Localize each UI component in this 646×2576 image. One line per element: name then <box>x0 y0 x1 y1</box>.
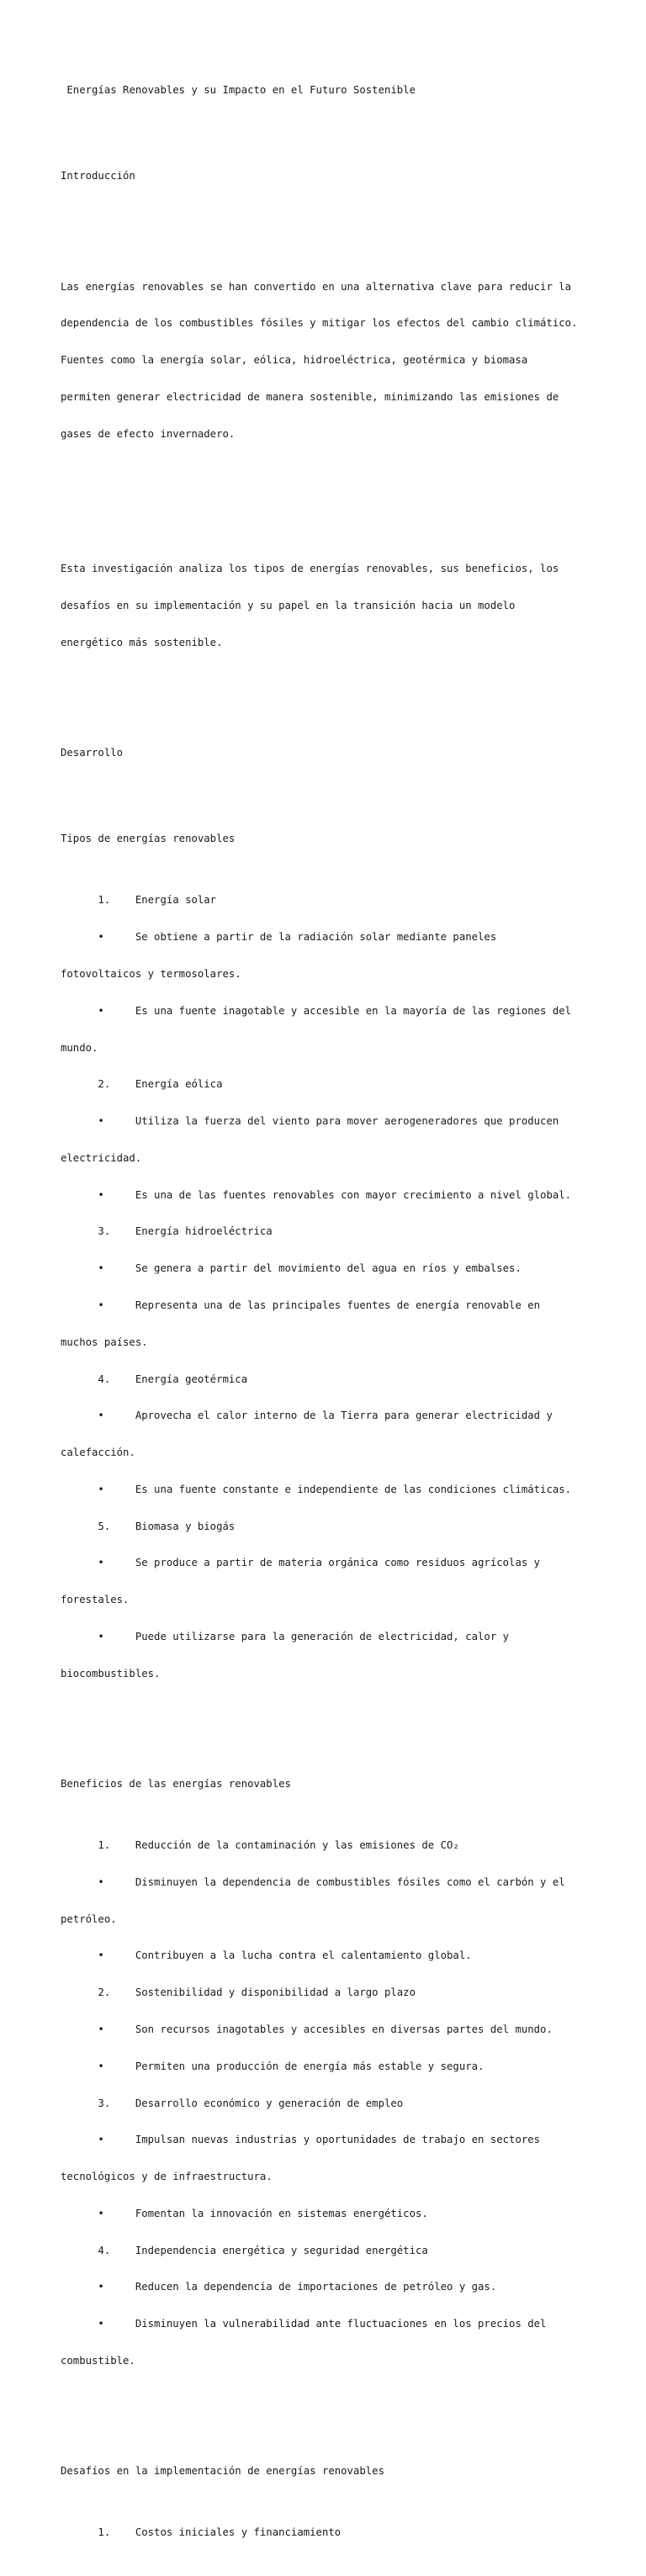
list-item: • Se genera a partir del movimiento del agua en ríos y embalses. <box>61 1262 522 1275</box>
text-line: Esta investigación analiza los tipos de energías renovables, sus beneficios, los <box>61 563 559 575</box>
list-item: • Es una fuente inagotable y accesible en la mayoría de las regiones del <box>61 1004 572 1017</box>
list-item: 2. Sostenibilidad y disponibilidad a largo plazo <box>61 1986 416 1999</box>
text-line: energético más sostenible. <box>61 636 223 648</box>
list-item: 3. Energía hidroeléctrica <box>61 1225 273 1238</box>
list-item: • Disminuyen la vulnerabilidad ante fluctuaciones en los precios del <box>61 2318 547 2330</box>
spacer <box>61 698 599 711</box>
spacer <box>61 121 599 134</box>
list-item: 1. Energía solar <box>61 894 217 907</box>
subheading-types: Tipos de energías renovables <box>61 833 236 845</box>
subheading-challenges: Desafíos en la implementación de energías renovables <box>61 2465 384 2478</box>
list-item: 4. Energía geotérmica <box>61 1373 248 1385</box>
list-item: 4. Independencia energética y seguridad energética <box>61 2244 428 2256</box>
list-item: fotovoltaicos y termosolares. <box>61 967 241 980</box>
document-title: Energías Renovables y su Impacto en el Futuro Sostenible <box>61 84 416 97</box>
list-item: • Son recursos inagotables y accesibles en diversas partes del mundo. <box>61 2023 553 2035</box>
list-item: • Es una fuente constante e independiente de las condiciones climáticas. <box>61 1483 572 1495</box>
spacer <box>61 489 599 502</box>
list-item: biocombustibles. <box>61 1667 161 1679</box>
list-item: • Se obtiene a partir de la radiación solar mediante paneles <box>61 931 497 944</box>
list-item: • Fomentan la innovación en sistemas energéticos. <box>61 2207 428 2219</box>
spacer <box>61 2416 599 2429</box>
list-item: mundo. <box>61 1041 98 1054</box>
list-item: • Representa una de las principales fuentes de energía renovable en <box>61 1299 541 1311</box>
list-item: • Permiten una producción de energía más estable y segura. <box>61 2060 484 2072</box>
text-line: permiten generar electricidad de manera sostenible, minimizando las emisiones de <box>61 391 559 404</box>
text-line: gases de efecto invernadero. <box>61 427 236 440</box>
list-item: • Reducen la dependencia de importaciones de petróleo y gas. <box>61 2281 497 2293</box>
intro-paragraph-1 <box>61 257 599 465</box>
section-heading-introduction: Introducción <box>61 170 135 182</box>
list-item: petróleo. <box>61 1912 117 1925</box>
list-item: • Disminuyen la dependencia de combustibles fósiles como el carbón y el <box>61 1875 565 1888</box>
list-item: • Utiliza la fuerza del viento para mover aerogeneradores que producen <box>61 1115 559 1128</box>
list-item: • Contribuyen a la lucha contra el calentamiento global. <box>61 1949 472 1962</box>
spacer <box>61 784 599 796</box>
list-item: • Es una de las fuentes renovables con mayor crecimiento a nivel global. <box>61 1188 572 1201</box>
list-item: muchos países. <box>61 1336 148 1348</box>
list-item: • Impulsan nuevas industrias y oportunidades de trabajo en sectores <box>61 2134 541 2146</box>
list-item: • Aprovecha el calor interno de la Tierra para generar electricidad y <box>61 1410 553 1422</box>
types-list <box>61 870 599 1704</box>
list-item: electricidad. <box>61 1151 142 1164</box>
intro-paragraph-2 <box>61 538 599 674</box>
spacer <box>61 207 599 220</box>
list-item: forestales. <box>61 1594 130 1606</box>
list-item: • Puede utilizarse para la generación de electricidad, calor y <box>61 1631 510 1642</box>
text-line: Las energías renovables se han convertido en una alternativa clave para reducir la <box>61 280 572 293</box>
section-heading-desarrollo: Desarrollo <box>61 747 124 759</box>
list-item: 3. Desarrollo económico y generación de empleo <box>61 2097 404 2109</box>
subheading-benefits: Beneficios de las energías renovables <box>61 1778 291 1791</box>
list-item: 1. Reducción de la contaminación y las emisiones de CO₂ <box>61 1839 459 1852</box>
text-line: Fuentes como la energía solar, eólica, hidroeléctrica, geotérmica y biomasa <box>61 354 528 367</box>
list-item: calefacción. <box>61 1447 135 1459</box>
benefits-list <box>61 1815 599 2392</box>
text-line: desafíos en su implementación y su papel en la transición hacia un modelo <box>61 600 516 612</box>
list-item: combustible. <box>61 2355 135 2367</box>
list-item: 1. Costos iniciales y financiamiento <box>61 2526 342 2539</box>
document-body <box>61 60 599 2576</box>
spacer <box>61 1729 599 1742</box>
challenges-list <box>61 2502 599 2563</box>
list-item: 2. Energía eólica <box>61 1078 223 1091</box>
list-item: tecnológicos y de infraestructura. <box>61 2171 273 2183</box>
list-item: 5. Biomasa y biogás <box>61 1520 236 1532</box>
text-line: dependencia de los combustibles fósiles y mitigar los efectos del cambio climático. <box>61 317 578 330</box>
list-item: • Se produce a partir de materia orgánica como residuos agrícolas y <box>61 1557 541 1569</box>
